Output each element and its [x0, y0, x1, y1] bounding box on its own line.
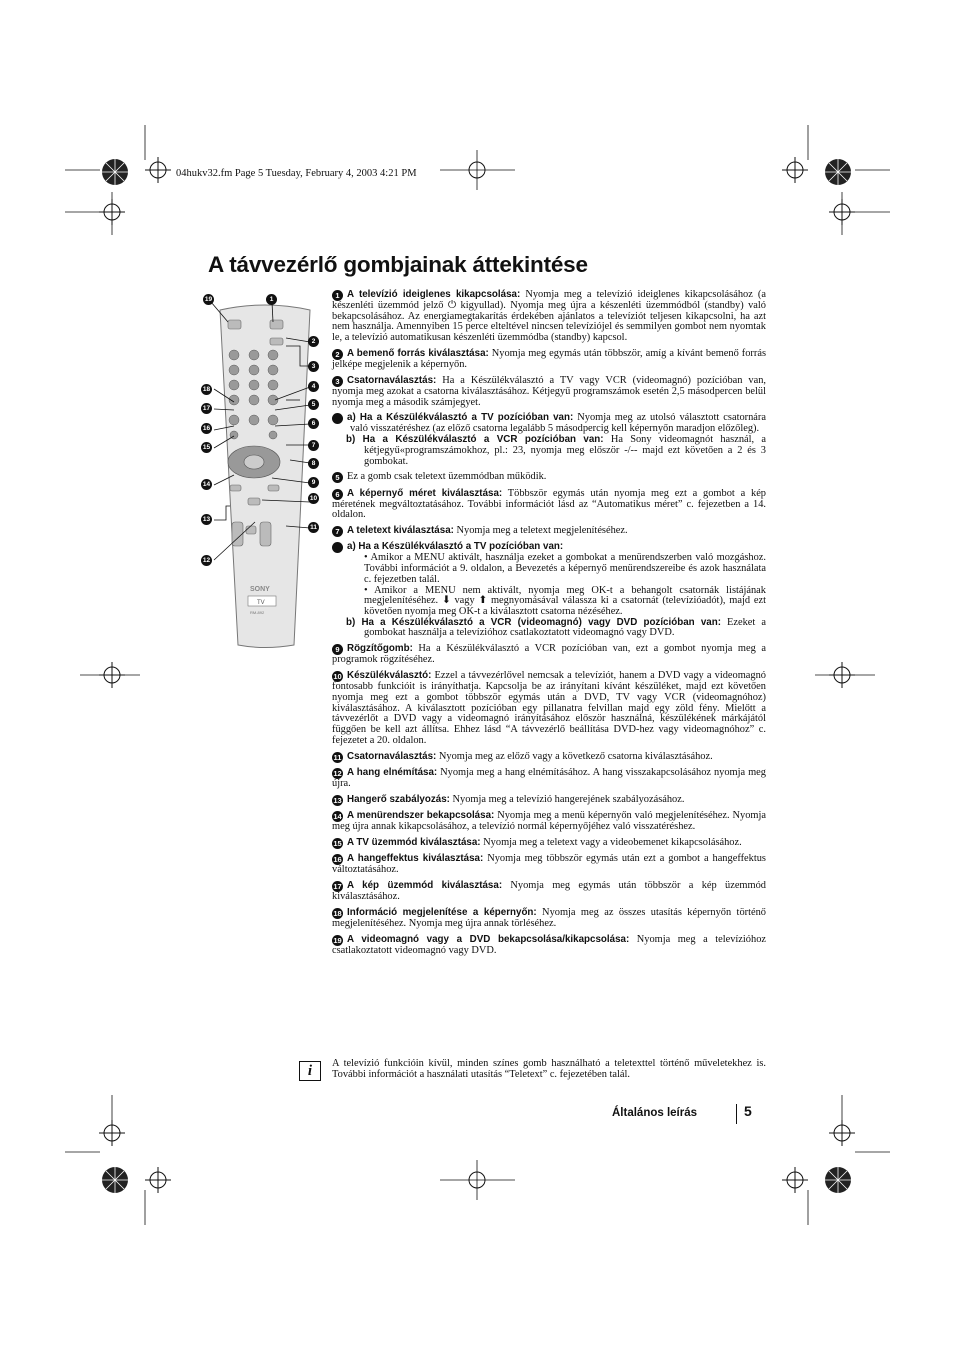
- callout-12: 12: [202, 557, 211, 564]
- page-title: A távvezérlő gombjainak áttekintése: [208, 252, 588, 277]
- callout-13: 13: [202, 516, 211, 523]
- item-16: 16 A hangeffektus kiválasztása: Nyomja meg többször egymás után ezt a gombot a hangeffektus változtatásához.: [332, 852, 766, 875]
- item-11: 11 Csatornaválasztás: Nyomja meg az előző vagy a következő csatorna kiválasztásához.: [333, 750, 713, 762]
- item-9: 9 Rögzítőgomb: Ha a Készülékválasztó a VCR pozícióban van, ezt a gombot nyomja meg a programok rögzítéséhez.: [332, 643, 766, 666]
- callout-5: 5: [308, 399, 319, 410]
- callout-16: 16: [202, 425, 211, 432]
- item-6: 6 A képernyő méret kiválasztása: Többször egymás után nyomja meg ezt a gombot a kép méretének megváltoztatásához. További információt lásd az “Automatikus méret” c. fejezetben a 14. oldalon.: [332, 487, 767, 521]
- remote-mode-label: TV: [257, 600, 265, 606]
- info-icon: i: [299, 1061, 321, 1081]
- remote-brand: SONY: [250, 586, 270, 593]
- callout-8: 8: [308, 458, 319, 469]
- callout-11: 11: [308, 522, 319, 533]
- item-10: 10 Készülékválasztó: Ezzel a távvezérlővel nemcsak a televíziót, hanem a DVD vagy a videomagnó fontosabb funkcióit is irányíthatja. Kapcsolja be az irányítani kívánt készüléket, majd ezt követően nyomja meg ezt a gombot többször egymás után a DVD, TV vagy VCR (videomagnóhoz) kiválasztásához. A kiválasztott pozícióban egy pillanatra felvillan majd egy zöld fény. Mielőtt a távvezérlőt a DVD vagy a videomagnó irányításához először használná, készülékének márkájától függően be kell azt állítsa. Ehhez lásd “A távvezérlő beállítása DVD-hez vagy videomagnóhoz” c. fejezetet a 20. oldalon.: [332, 670, 766, 746]
- file-info-header: 04hukv32.fm Page 5 Tuesday, February 4, 2003 4:21 PM: [176, 168, 417, 179]
- callout-14: 14: [202, 481, 211, 488]
- callout-6: 6: [308, 418, 319, 429]
- callout-7: 7: [308, 440, 319, 451]
- page-number: 5: [744, 1103, 752, 1119]
- item-8: 8 a) Ha a Készülékválasztó a TV pozícióban van: • Amikor a MENU aktivált, használja ezeket a gombokat a menürendszerben való mozgáshoz. További információt a 9. oldalon, a Bevezetés a képernyő menürendszereibe és azok használata c. fejezetben talál. • Amikor a MENU nem aktivált, nyomja meg OK-t a behangolt csatornák listájának megjelenítéséhez. ⬇ vagy ⬆ megnyomásával válassza ki a csatornát (televízióadót), majd ezt követően nyomja meg OK-t a kiválasztott csatorna nézéséhez. b) Ha a Készülékválasztó a VCR (videomagnó) vagy DVD pozícióban van: Ezeket a gombokat használja a televízióhoz csatlakoztatott videomagnó vagy DVD.: [326, 541, 766, 639]
- callout-3: 3: [308, 361, 319, 372]
- item-13: 13 Hangerő szabályozás: Nyomja meg a televízió hangerejének szabályozásához.: [333, 793, 685, 805]
- callout-4: 4: [308, 381, 319, 392]
- item-12: 12 A hang elnémítása: Nyomja meg a hang elnémításához. A hang visszakapcsolásához nyomja meg újra.: [332, 766, 766, 789]
- callout-15: 15: [202, 444, 211, 451]
- item-2: 2 A bemenő forrás kiválasztása: Nyomja meg egymás után többször, amíg a kívánt bemenő forrás jelképe megjelenik a képernyőn.: [332, 348, 766, 370]
- footer-section-title: Általános leírás: [612, 1107, 698, 1119]
- item-4: 4 a) Ha a Készülékválasztó a TV pozícióban van: Nyomja meg az utolsó választott csatornára való visszatéréshez (az előző csatorna legalább 5 másodpercig kell képernyőn maradjon előzőleg). b) Ha a Készülékválasztó a VCR pozícióban van: Ha Sony videomagnót használ, a kétjegyű«programszámokhoz, pl.: 23, nyomja meg először -/-- majd ezt követően a 2 és 3 gombokat.: [326, 412, 766, 467]
- callout-10: 10: [309, 495, 318, 502]
- item-15: 15 A TV üzemmód kiválasztása: Nyomja meg a teletext vagy a videobemenet kikapcsolásához.: [333, 836, 742, 848]
- item-14: 14 A menürendszer bekapcsolása: Nyomja meg a menü képernyőn való megjelenítéséhez. Nyomja meg újra annak kikapcsolásához, a televízió normál képernyőjéhez való visszatéréshez.: [332, 809, 766, 832]
- teletext-note: A televízió funkcióin kívül, minden színes gomb használható a teletexttel történő műveletekhez is. További információt a használati utasítás “Teletext” c. fejezetében talál.: [332, 1058, 766, 1080]
- item-1: 1 A televízió ideiglenes kikapcsolása: Nyomja meg a televízió ideiglenes kikapcsolásához (a készenléti üzemmód jelző ⏻ kigyullad). Nyomja meg újra a készenléti üzemmódból (standby) való bekapcsolásához. Az energiamegtakarítás érdekében ajánlatos a televíziót teljesen kikapcsolni, ha azt nem használja. Amennyiben 15 perce elteltével nincsen televíziójel és semmilyen gombot nem nyomtak le, a televízió automatikusan készenléti üzemmódba (standby) kapcsol.: [332, 289, 766, 344]
- item-17: 17 A kép üzemmód kiválasztása: Nyomja meg egymás után többször a kép üzemmód kiválasztásához.: [332, 879, 766, 902]
- footer-divider: [736, 1104, 737, 1124]
- item-18: 18 Információ megjelenítése a képernyőn: Nyomja meg az összes utasítás képernyőn történő megjelenítéséhez. Nyomja meg újra annak törléséhez.: [332, 906, 766, 929]
- item-7: 7 A teletext kiválasztása: Nyomja meg a teletext megjelenítéséhez.: [332, 526, 766, 537]
- remote-model: RM-892: [250, 610, 265, 615]
- item-5: 5 Ez a gomb csak teletext üzemmódban működik.: [332, 472, 766, 483]
- item-3: 3 Csatornaválasztás: Ha a Készülékválasztó a TV vagy VCR (videomagnó) pozícióban van, nyomja meg azokat a csatorna kiválasztásához. Kétjegyű programszámok esetén 2,5 másodpercen belül nyomja meg a második számjegyet.: [332, 374, 766, 408]
- callout-18: 18: [202, 386, 211, 393]
- callout-17: 17: [202, 405, 211, 412]
- callout-19: 19: [204, 296, 213, 303]
- item-19: 19 A videomagnó vagy a DVD bekapcsolása/kikapcsolása: Nyomja meg a televízióhoz csatlakoztatott videomagnó vagy DVD.: [332, 933, 766, 956]
- callout-1: 1: [266, 294, 277, 305]
- callout-2: 2: [308, 336, 319, 347]
- button-descriptions: [326, 289, 767, 961]
- callout-9: 9: [308, 477, 319, 488]
